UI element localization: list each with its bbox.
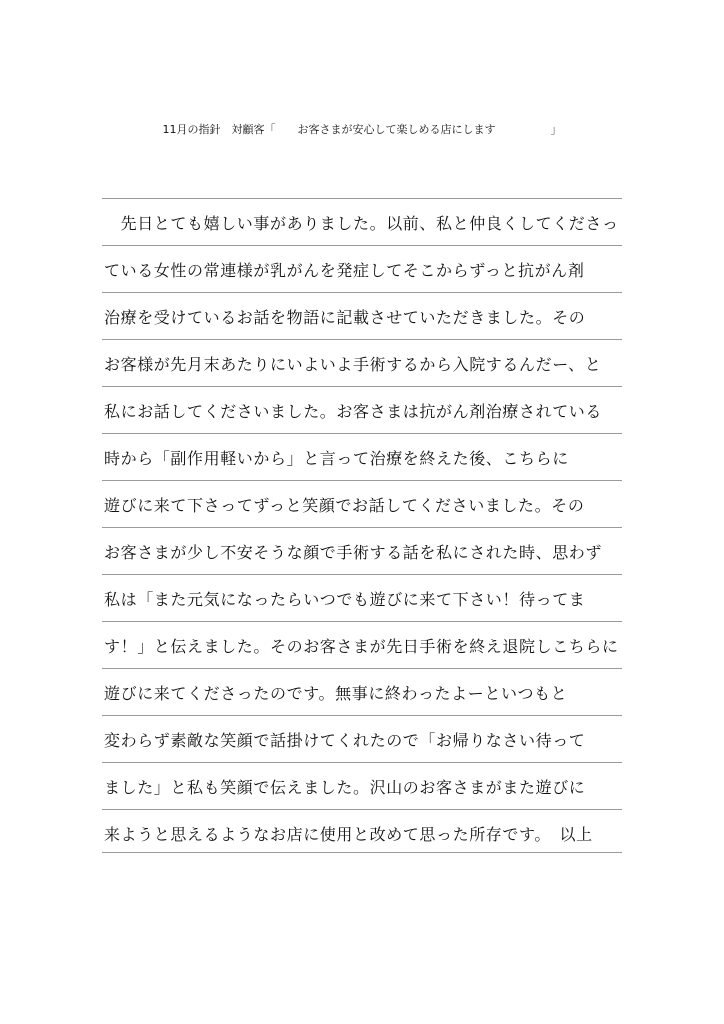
ruled-line [102,292,622,293]
ruled-line [102,668,622,669]
ruled-line [102,198,622,199]
text-line: ました」と私も笑顔で伝えました。沢山のお客さまがまた遊びに [104,778,586,797]
text-line: 治療を受けているお話を物語に記載させていただきました。その [104,308,586,327]
ruled-line [102,339,622,340]
ruled-line [102,715,622,716]
text-line: 来ようと思えるようなお店に使用と改めて思った所存です。 以上 [104,825,593,844]
ruled-line [102,480,622,481]
text-line: ている女性の常連様が乳がんを発症してそこからずっと抗がん剤 [104,261,585,280]
ruled-line [102,852,622,853]
text-line: 変わらず素敵な笑顔で話掛けてくれたので「お帰りなさい待って [104,731,586,750]
text-line: 私にお話してくださいました。お客さまは抗がん剤治療されている [104,402,603,421]
text-line: 時から「副作用軽いから」と言って治療を終えた後、こちらに [104,449,569,468]
ruled-line [102,574,622,575]
text-line: 私は「また元気になったらいつでも遊びに来て下さい！待ってま [104,590,586,609]
ruled-line [102,527,622,528]
ruled-line [102,386,622,387]
ruled-line [102,245,622,246]
text-line: 遊びに来て下さってずっと笑顔でお話してくださいました。その [104,496,585,515]
document-header: 11月の指針 対顧客「 お客さまが安心して楽しめる店にします 」 [162,123,562,136]
text-line: お客さまが少し不安そうな顔で手術する話を私にされた時、思わず [104,543,603,562]
ruled-line [102,762,622,763]
text-line: 先日とても嬉しい事がありました。以前、私と仲良くしてくださっ [104,214,619,233]
ruled-line [102,433,622,434]
text-line: す！」と伝えました。そのお客さまが先日手術を終え退院しこちらに [104,637,619,656]
text-line: 遊びに来てくださったのです。無事に終わったよーといつもと [104,684,568,703]
ruled-line [102,621,622,622]
ruled-line [102,809,622,810]
text-line: お客様が先月末あたりにいよいよ手術するから入院するんだー、と [104,355,602,374]
